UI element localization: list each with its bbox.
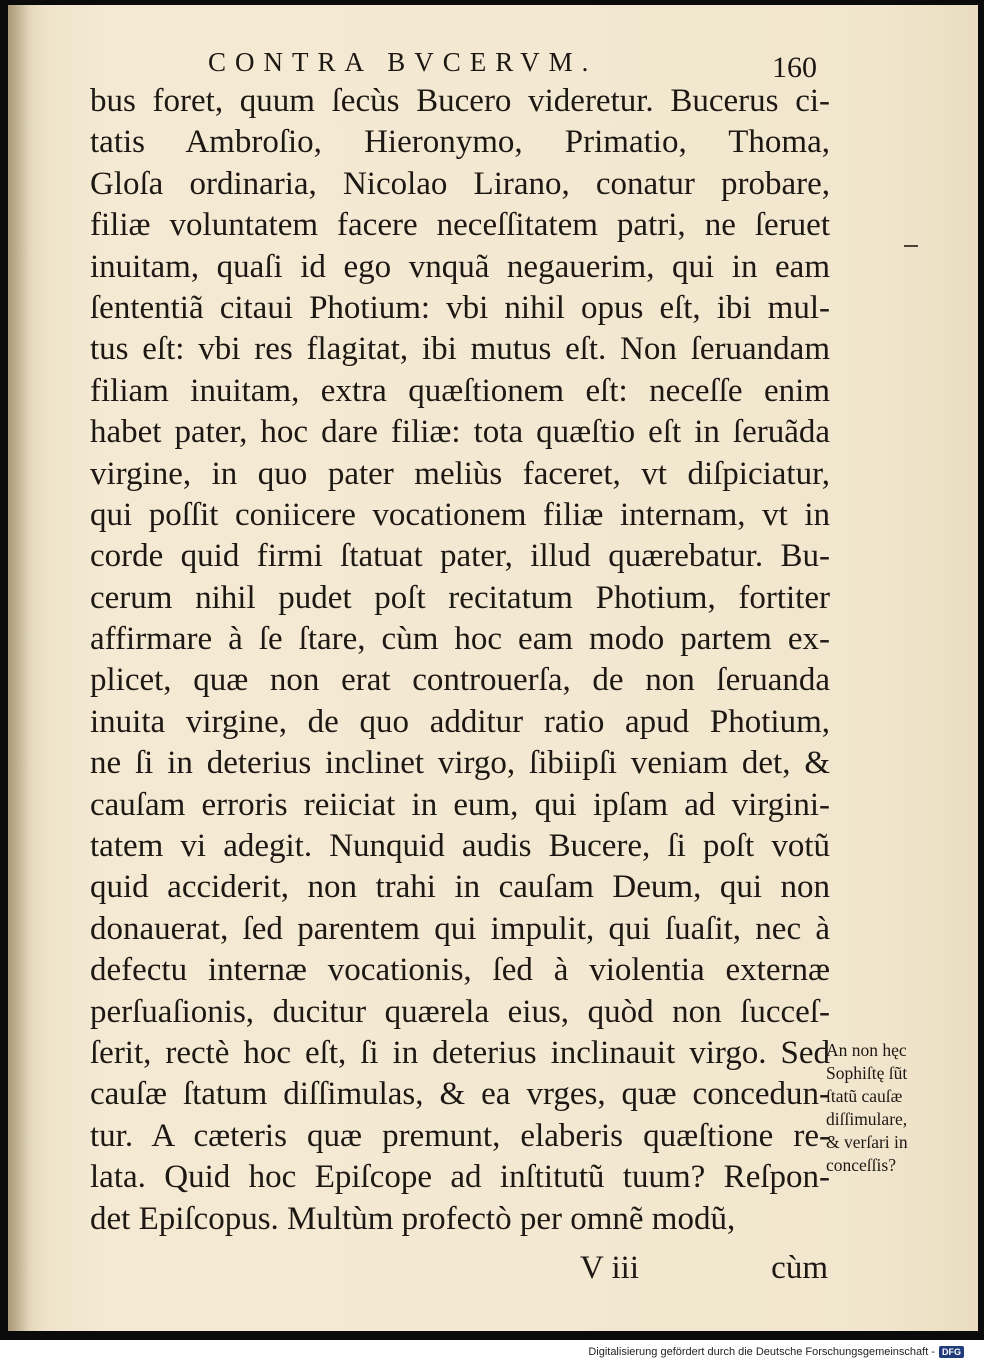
text-line: qui poſſit coniicere vocationem filiæ internam, vt in [90, 496, 830, 533]
text-line: filiæ voluntatem facere neceſſitatem patri, ne ſeruet [90, 207, 830, 244]
text-line: defectu internæ vocationis, ſed à violentia externæ [90, 952, 830, 989]
text-line: Gloſa ordinaria, Nicolao Lirano, conatur probare, [90, 165, 830, 202]
text-line: affirmare à ſe ſtare, cùm hoc eam modo partem ex- [90, 621, 830, 658]
text-line: ſententiã citaui Photium: vbi nihil opus eſt, ibi mul- [90, 289, 830, 326]
marginal-note-line: diſſimulare, [826, 1109, 908, 1129]
text-line: quid acciderit, non trahi in cauſam Deum, qui non [90, 869, 830, 906]
margin-dash-mark [904, 245, 918, 247]
text-line: inuitam, quaſi id ego vnquã negauerim, qui in eam [90, 248, 830, 285]
marginal-note-line: Sophiſtę ſũt [826, 1063, 908, 1083]
text-line: cerum nihil pudet poſt recitatum Photium, fortiter [90, 579, 830, 616]
text-line: tatem vi adegit. Nunquid audis Bucere, ſi poſt votũ [90, 828, 830, 865]
text-line: virgine, in quo pater meliùs faceret, vt diſpiciatur, [90, 455, 830, 492]
text-line: lata. Quid hoc Epiſcope ad inſtitutũ tuum? Reſpon- [90, 1159, 830, 1196]
marginal-note [826, 1039, 966, 1177]
text-line: cauſæ ſtatum diſſimulas, & ea vrges, quæ concedun- [90, 1076, 830, 1113]
body-text [90, 81, 830, 1240]
text-line: tatis Ambroſio, Hieronymo, Primatio, Thoma, [90, 124, 830, 161]
credit-text: Digitalisierung gefördert durch die Deutsche Forschungsgemeinschaft - [588, 1346, 935, 1358]
digitization-credit [588, 1346, 964, 1358]
marginal-note-line: An non hęc [826, 1040, 907, 1060]
marginal-note-line: ſtatũ cauſæ [826, 1086, 903, 1106]
text-line: habet pater, hoc dare filiæ: tota quæſtio eſt in ſeruãda [90, 414, 830, 451]
text-line: cauſam erroris reiiciat in eum, qui ipſam ad virgini- [90, 786, 830, 823]
text-line: plicet, quæ non erat controuerſa, de non ſeruanda [90, 662, 830, 699]
text-line: tur. A cæteris quæ premunt, elaberis quæſtione re- [90, 1117, 830, 1154]
text-line: donauerat, ſed parentem qui impulit, qui ſuaſit, nec à [90, 910, 830, 947]
text-line: inuita virgine, de quo additur ratio apud Photium, [90, 703, 830, 740]
running-head: CONTRA BVCERVM. [208, 47, 598, 77]
text-line: perſuaſionis, ducitur quærela eius, quòd non ſucceſ- [90, 993, 830, 1030]
text-line: det Epiſcopus. Multùm profectò per omnẽ modũ, [90, 1200, 736, 1237]
book-page [8, 5, 978, 1331]
text-line: corde quid firmi ſtatuat pater, illud quærebatur. Bu- [90, 538, 830, 575]
catchword: cùm [771, 1250, 828, 1286]
page-number: 160 [772, 51, 817, 84]
marginal-note-line: & verſari in [826, 1132, 908, 1152]
text-line: tus eſt: vbi res flagitat, ibi mutus eſt. Non ſeruandam [90, 331, 830, 368]
text-line: ſerit, rectè hoc eſt, ſi in deterius inclinauit virgo. Sed [90, 1034, 830, 1071]
signature-mark: V iii [580, 1250, 639, 1286]
text-line: bus foret, quum ſecùs Bucero videretur. Bucerus ci- [90, 83, 830, 119]
marginal-note-line: conceſſis? [826, 1155, 896, 1175]
text-line: ne ſi in deterius inclinet virgo, ſibiipſi veniam det, & [90, 745, 830, 782]
signature-line [90, 1250, 830, 1292]
dfg-logo-icon: DFG [939, 1346, 964, 1358]
text-line: filiam inuitam, extra quæſtionem eſt: neceſſe enim [90, 372, 830, 409]
